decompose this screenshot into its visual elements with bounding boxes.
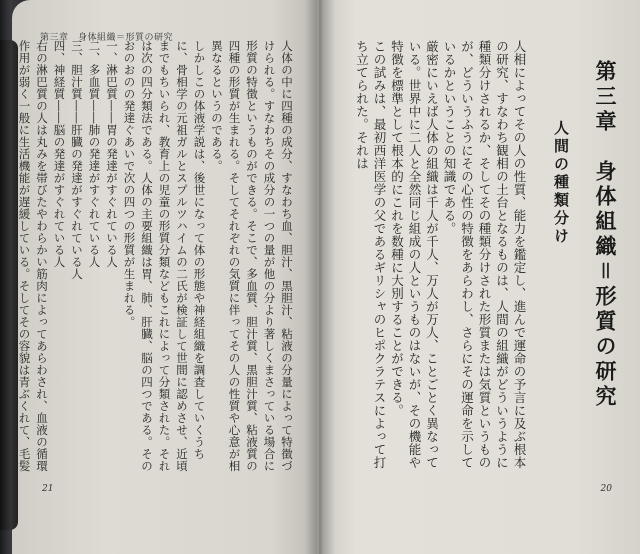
chapter-title: 第三章 身体組織＝形質の研究 xyxy=(593,60,617,410)
right-page xyxy=(317,0,640,554)
left-body-text: 人体の中に四種の成分、すなわち血、胆汁、黒胆汁、粘液の分量によって特徴づけられる。すなわちその成分の一つの量が他の分より著しくまさっている場合に形質の特徴というものができる。そこで、多血質、胆汁質、黒胆汁質、粘液質の四種の形質が生まれる。そしてそれぞれの気質に伴ってその人の性質や心意が相異なるというのである。 しかしこの体液学説は、後世になって体の形態や神経組織を調査していくうちに、骨相学の元祖ガルとスプルツハイムの二氏が検証して世間に認めさせ、近頃までもちいられ、教育上の児童の形質分類などもこれによって分類された。それは次の四分類法である。人体の主要組織は胃、肺、肝臓、脳の四つである。そのおのおのの発達ぐあいで次の四つの形質が生まれる。 一、淋巴質――胃の発達がすぐれている人 二、多血質――肺の発達がすぐれている人 三、胆汁質――肝臓の発達がすぐれている人 四、神経質――脳の発達がすぐれている人 右の淋巴質の人は丸みを帯びたやわらかい筋肉によってあらわされ、血液の循環作用が弱く一般に生活機能が遅緩している。そしてその容貌は青ぶくれて、毛髪 xyxy=(17,40,294,472)
left-page-number: 21 xyxy=(42,484,54,494)
right-body-text: 人相によってその人の性質、能力を鑑定し、進んで運命の予言に及ぶ根本の研究、すなわち観相の土台となるものは、人間の組織がどういうように種類分けされるか、そしてその種類分けされた形質または気質というものが、どういうふうにその心性の特徴をあらわし、さらにその運命を示しているかということの知識である。 厳密にいえば人体の組織は千人が千人、万人が万人、ことごとく異なっている。世界中に二人と全然同じ組成の人というものはないが、その機能や特徴を標準として根本的にこれを数種に大別することができる。 この試みは、最初西洋医学の父であるギリシャのヒポクラテスによって打ち立てられた。それは xyxy=(354,40,527,469)
right-page-number: 20 xyxy=(600,484,612,494)
thumb-shadow xyxy=(0,40,18,530)
section-title: 人間の種類分け xyxy=(552,120,570,246)
left-page xyxy=(12,0,317,554)
running-header: 第三章 身体組織＝形質の研究 xyxy=(40,33,174,43)
book-spine xyxy=(305,0,335,554)
